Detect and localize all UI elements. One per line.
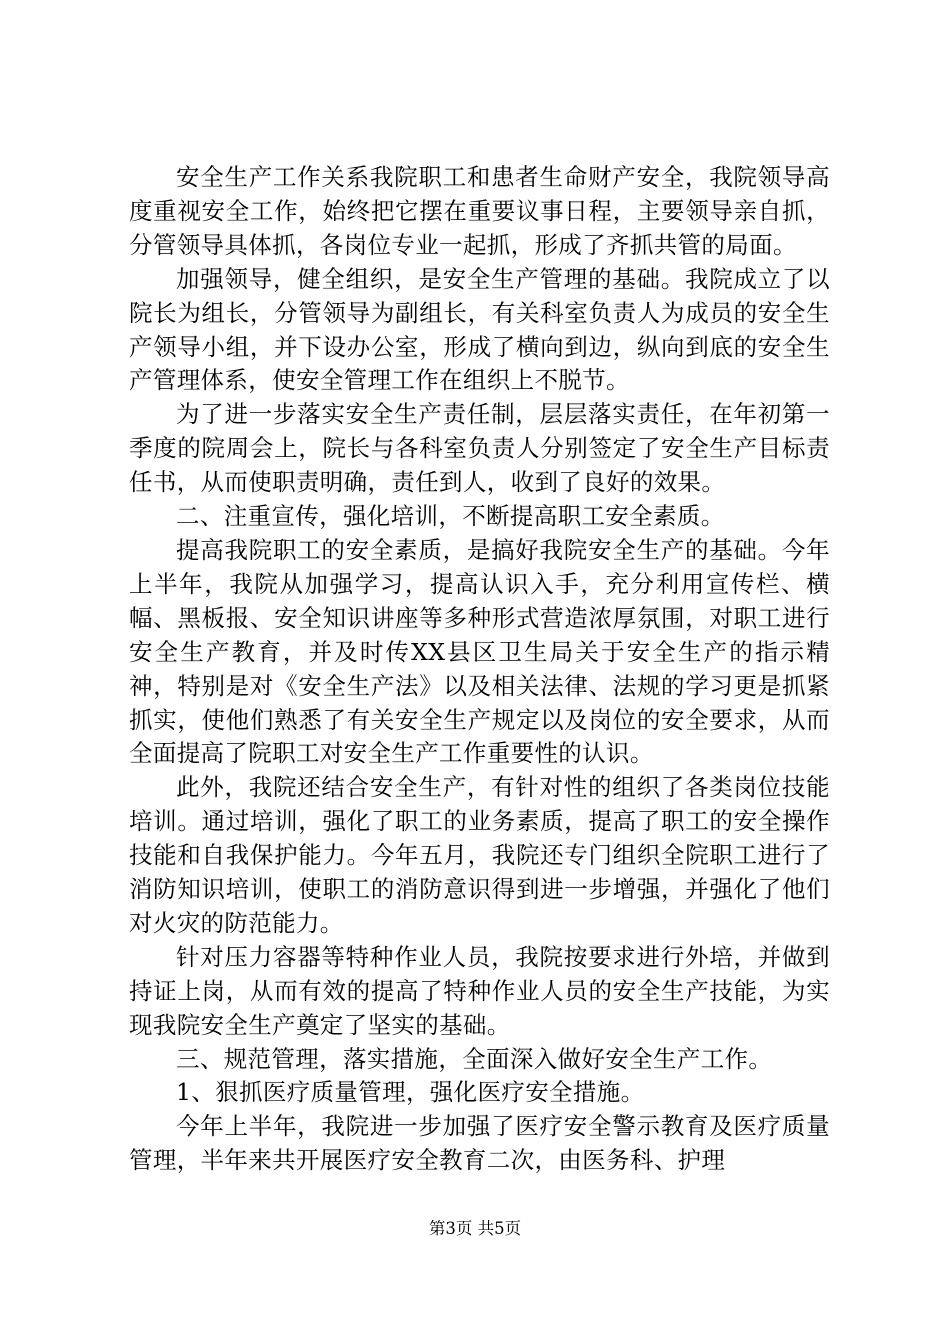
section-heading-3: 三、规范管理，落实措施，全面深入做好安全生产工作。 xyxy=(176,1044,773,1073)
paragraph-4: 提高我院职工的安全素质，是搞好我院安全生产的基础。今年上半年，我院从加强学习，提高认识入手，充分利用宣传栏、横幅、黑板报、安全知识讲座等多种形式营造浓厚氛围，对职工进行安全生产教育，并及时传XX县区卫生局关于安全生产的指示精神，特别是对《安全生产法》以及相关法律、法规的学习更是抓紧抓实，使他们熟悉了有关安全生产规定以及岗位的安全要求，从而全面提高了院职工对安全生产工作重要性的认识。 xyxy=(129,535,830,768)
page-footer: 第3页 共5页 xyxy=(428,1219,522,1238)
paragraph-2: 加强领导，健全组织，是安全生产管理的基础。我院成立了以院长为组长，分管领导为副组长，有关科室负责人为成员的安全生产领导小组，并下设办公室，形成了横向到边，纵向到底的安全生产管理体系，使安全管理工作在组织上不脱节。 xyxy=(129,264,830,395)
paragraph-3: 为了进一步落实安全生产责任制，层层落实责任，在年初第一季度的院周会上，院长与各科室负责人分别签定了安全生产目标责任书，从而使职责明确，责任到人，收到了良好的效果。 xyxy=(129,400,830,497)
section-heading-2: 二、注重宣传，强化培训，不断提高职工安全素质。 xyxy=(176,502,725,531)
document-body xyxy=(129,161,830,1178)
paragraph-7: 今年上半年，我院进一步加强了医疗安全警示教育及医疗质量管理，半年来共开展医疗安全教育二次，由医务科、护理 xyxy=(129,1112,830,1175)
paragraph-1: 安全生产工作关系我院职工和患者生命财产安全，我院领导高度重视安全工作，始终把它摆在重要议事日程，主要领导亲自抓，分管领导具体抓，各岗位专业一起抓，形成了齐抓共管的局面。 xyxy=(129,163,830,259)
subsection-heading-1: 1、狠抓医疗质量管理，强化医疗安全措施。 xyxy=(176,1078,645,1107)
paragraph-6: 针对压力容器等特种作业人员，我院按要求进行外培，并做到持证上岗，从而有效的提高了特种作业人员的安全生产技能，为实现我院安全生产奠定了坚实的基础。 xyxy=(129,942,830,1039)
paragraph-5: 此外，我院还结合安全生产，有针对性的组织了各类岗位技能培训。通过培训，强化了职工的业务素质，提高了职工的安全操作技能和自我保护能力。今年五月，我院还专门组织全院职工进行了消防知识培训，使职工的消防意识得到进一步增强，并强化了他们对火灾的防范能力。 xyxy=(129,773,830,937)
